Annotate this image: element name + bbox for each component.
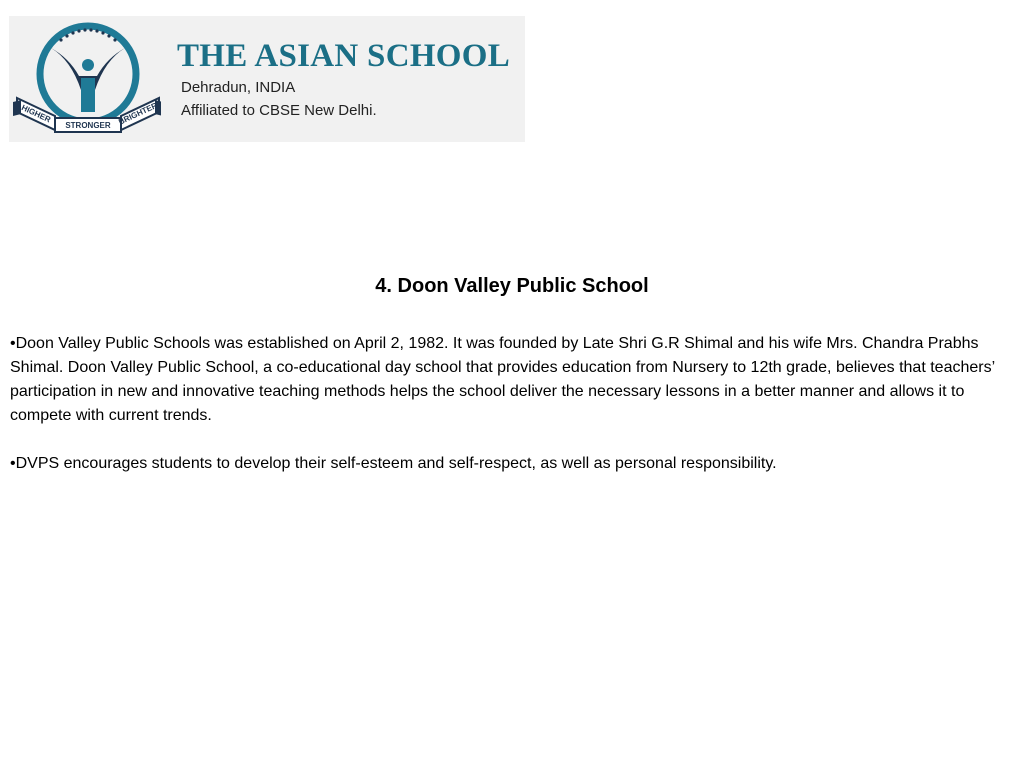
slide-body [10, 332, 1010, 476]
school-location: Dehradun, INDIA [181, 79, 296, 96]
school-affiliation: Affiliated to CBSE New Delhi. [181, 102, 377, 119]
school-name: THE ASIAN SCHOOL [177, 38, 511, 74]
motto-left-text: HIGHER [20, 103, 53, 125]
bullet-paragraph: •Doon Valley Public Schools was established on April 2, 1982. It was founded by Late Shri G.R Shimal and his wife Mrs. Chandra Prabhs Shimal. Doon Valley Public School, a co-educational day school that provides education from Nursery to 12th grade, believes that teachers’ participation in new and innovative teaching methods helps the school deliver the necessary lessons in a better manner and allows it to compete with current trends. [10, 335, 995, 424]
school-logo-banner [9, 16, 525, 142]
school-emblem-icon [11, 18, 161, 142]
slide-title: 4. Doon Valley Public School [375, 275, 649, 297]
bullet-paragraph: •DVPS encourages students to develop their self-esteem and self-respect, as well as personal responsibility. [10, 455, 777, 472]
motto-bottom-text: STRONGER [65, 121, 111, 130]
motto-right-text: BRIGHTER [117, 100, 159, 127]
